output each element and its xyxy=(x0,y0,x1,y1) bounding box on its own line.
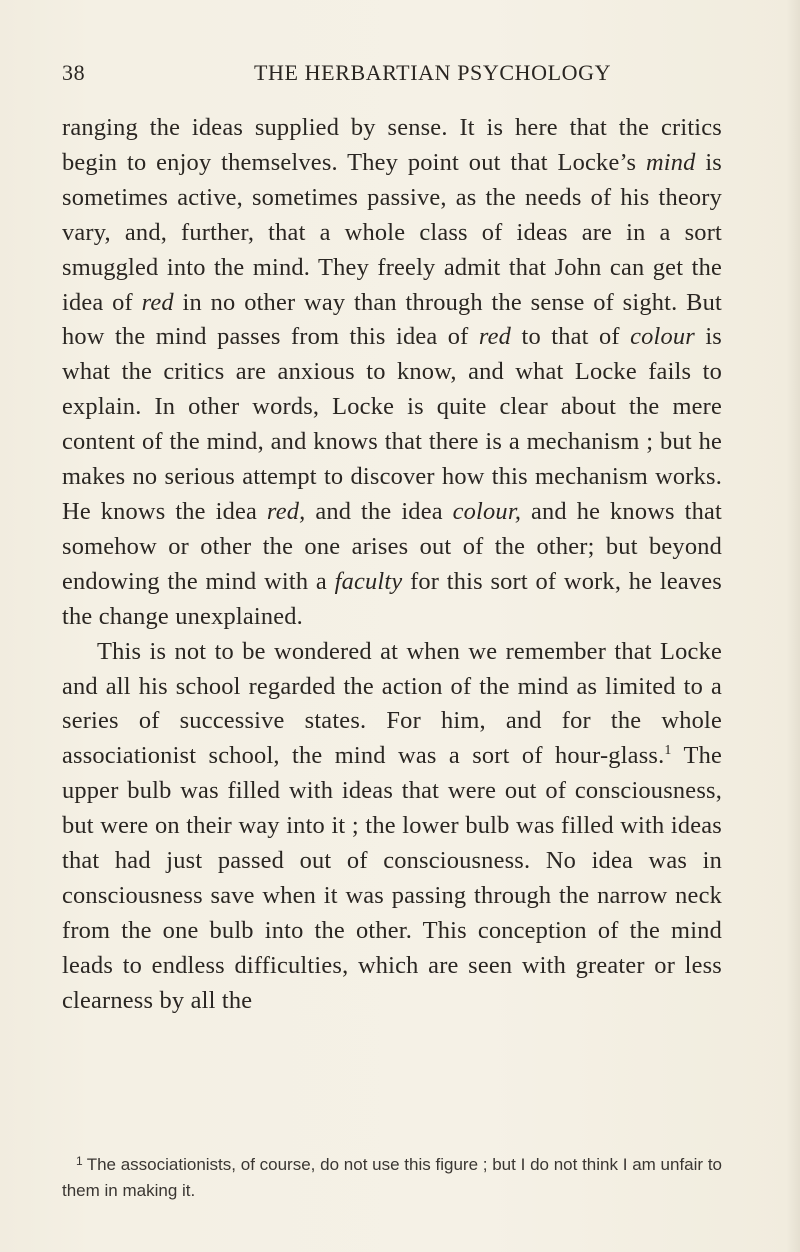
italic-term: red xyxy=(478,323,512,351)
text-run: is sometimes active, sometimes passive, as the needs of his theory vary, and, further, that a whole class of ideas are in a sort smuggled into the mind. They freely admit that John can get the idea of xyxy=(62,148,722,316)
text-run: ranging the ideas supplied by sense. It is here that the critics begin to enjoy themselves. They point out that Locke’s xyxy=(62,114,722,176)
italic-term: colour xyxy=(630,323,695,351)
text-run: in no other way than through the sense of sight. But how the mind passes from this idea of xyxy=(62,288,722,351)
page-header xyxy=(62,60,712,94)
footnote-text: The associationists, of course, do not use this figure ; but I do not think I am unfair to them in making it. xyxy=(62,1155,722,1200)
italic-term: red xyxy=(141,288,174,316)
running-head: THE HERBARTIAN PSYCHOLOGY xyxy=(254,60,612,85)
paragraph xyxy=(62,111,722,635)
italic-term: colour, xyxy=(452,497,522,525)
page-number: 38 xyxy=(62,60,86,85)
text-run: The upper bulb was filled with ideas that were out of consciousness, but were on their way into it ; the lower bulb was filled with ideas that had just passed out of consciousness. No idea was in consciousness save when it was passing through the narrow neck from the one bulb into the other. This conception of the mind leads to endless difficulties, which are seen with greater or less clearness by all the xyxy=(62,742,722,1014)
text-run: and he knows that somehow or other the one arises out of the other; but beyond endowing the mind with a xyxy=(62,497,722,595)
footnote xyxy=(62,1148,722,1204)
text-run: is what the critics are anxious to know, and what Locke fails to explain. In other words, Locke is quite clear about the mere content of the mind, and knows that there is a mechanism ; but he makes no serious attempt to discover how this mechanism works. He knows the idea xyxy=(62,323,722,525)
italic-term: mind xyxy=(645,148,696,176)
footnote-reference[interactable]: 1 xyxy=(664,743,672,759)
italic-term: faculty xyxy=(334,567,403,595)
paragraph xyxy=(62,635,722,1019)
page-edge-shadow xyxy=(786,0,800,1252)
text-run: for this sort of work, he leaves the change unexplained. xyxy=(62,567,722,630)
body-text xyxy=(62,111,722,1019)
text-run: This is not to be wondered at when we remember that Locke and all his school regarded the action of the mind as limited to a series of successive states. For him, and for the whole associationist school, the mind was a sort of hour-glass. xyxy=(62,637,722,770)
italic-term: red, xyxy=(266,497,306,525)
text-run: to that of xyxy=(511,323,631,351)
footnote-mark: 1 xyxy=(76,1154,83,1168)
text-run: and the idea xyxy=(305,497,453,525)
